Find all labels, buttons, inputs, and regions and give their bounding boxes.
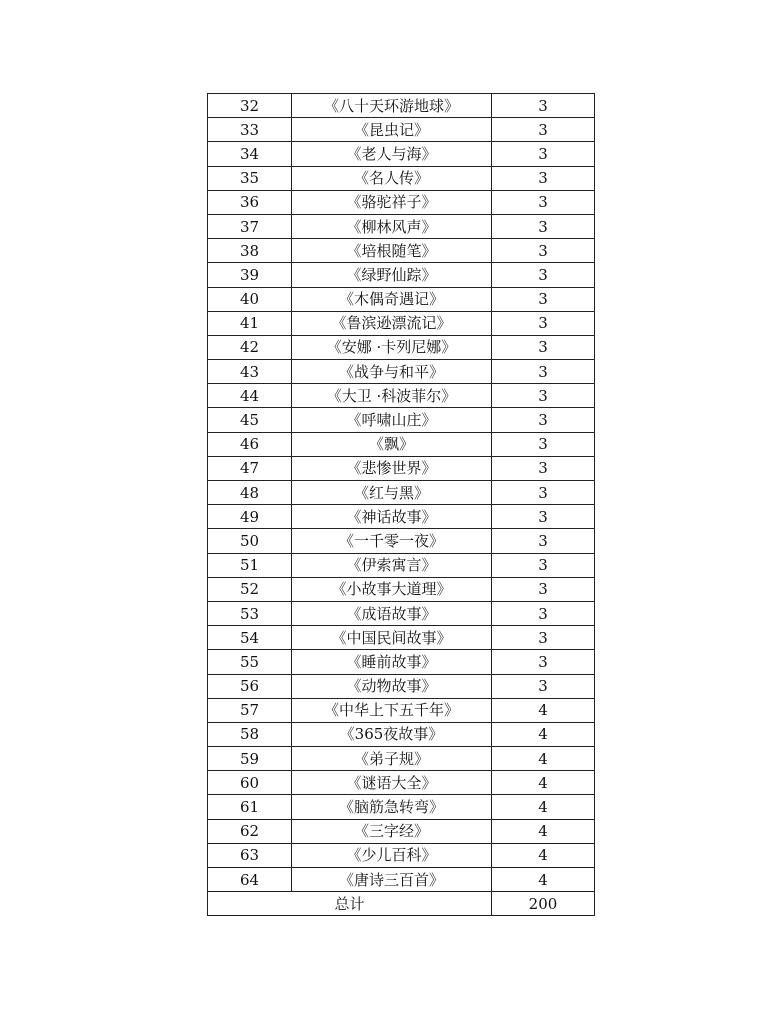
row-number: 59 <box>208 747 292 771</box>
book-title: 《365夜故事》 <box>292 722 492 746</box>
table-row <box>208 239 595 263</box>
table-row <box>208 577 595 601</box>
row-number: 64 <box>208 868 292 892</box>
book-title: 《昆虫记》 <box>292 118 492 142</box>
book-count: 3 <box>492 601 595 625</box>
table-row <box>208 335 595 359</box>
book-count: 3 <box>492 384 595 408</box>
row-number: 33 <box>208 118 292 142</box>
book-count: 3 <box>492 360 595 384</box>
table-row <box>208 263 595 287</box>
book-table <box>207 93 595 916</box>
row-number: 37 <box>208 214 292 238</box>
row-number: 38 <box>208 239 292 263</box>
table-row <box>208 626 595 650</box>
book-count: 4 <box>492 698 595 722</box>
book-count: 3 <box>492 626 595 650</box>
table-row <box>208 408 595 432</box>
table-row <box>208 722 595 746</box>
row-number: 58 <box>208 722 292 746</box>
book-count: 3 <box>492 311 595 335</box>
row-number: 61 <box>208 795 292 819</box>
row-number: 36 <box>208 190 292 214</box>
book-title: 《三字经》 <box>292 819 492 843</box>
book-count: 3 <box>492 456 595 480</box>
book-count: 3 <box>492 553 595 577</box>
table-row <box>208 166 595 190</box>
total-value: 200 <box>492 892 595 916</box>
book-count: 3 <box>492 674 595 698</box>
book-count: 3 <box>492 142 595 166</box>
book-title: 《名人传》 <box>292 166 492 190</box>
row-number: 60 <box>208 771 292 795</box>
book-title: 《老人与海》 <box>292 142 492 166</box>
total-label: 总计 <box>208 892 492 916</box>
row-number: 62 <box>208 819 292 843</box>
book-title: 《中华上下五千年》 <box>292 698 492 722</box>
row-number: 45 <box>208 408 292 432</box>
row-number: 35 <box>208 166 292 190</box>
book-title: 《大卫 ·科波菲尔》 <box>292 384 492 408</box>
book-count: 3 <box>492 214 595 238</box>
book-count: 3 <box>492 650 595 674</box>
row-number: 55 <box>208 650 292 674</box>
book-count: 3 <box>492 577 595 601</box>
book-title: 《安娜 ·卡列尼娜》 <box>292 335 492 359</box>
table-row <box>208 118 595 142</box>
book-title: 《八十天环游地球》 <box>292 94 492 118</box>
book-title: 《弟子规》 <box>292 747 492 771</box>
table-row <box>208 553 595 577</box>
row-number: 39 <box>208 263 292 287</box>
table-row <box>208 360 595 384</box>
table-row <box>208 674 595 698</box>
table-row <box>208 287 595 311</box>
row-number: 53 <box>208 601 292 625</box>
book-title: 《骆驼祥子》 <box>292 190 492 214</box>
book-title: 《绿野仙踪》 <box>292 263 492 287</box>
table-row <box>208 384 595 408</box>
book-title: 《谜语大全》 <box>292 771 492 795</box>
book-count: 3 <box>492 287 595 311</box>
book-table-body <box>208 94 595 916</box>
book-count: 4 <box>492 722 595 746</box>
row-number: 32 <box>208 94 292 118</box>
book-count: 3 <box>492 166 595 190</box>
book-count: 3 <box>492 432 595 456</box>
book-title: 《悲惨世界》 <box>292 456 492 480</box>
row-number: 57 <box>208 698 292 722</box>
book-count: 4 <box>492 868 595 892</box>
book-count: 3 <box>492 263 595 287</box>
table-row <box>208 819 595 843</box>
book-title: 《神话故事》 <box>292 505 492 529</box>
book-title: 《少儿百科》 <box>292 843 492 867</box>
row-number: 49 <box>208 505 292 529</box>
book-count: 3 <box>492 190 595 214</box>
book-count: 3 <box>492 481 595 505</box>
table-row <box>208 214 595 238</box>
row-number: 50 <box>208 529 292 553</box>
book-count: 3 <box>492 239 595 263</box>
book-title: 《伊索寓言》 <box>292 553 492 577</box>
table-row <box>208 868 595 892</box>
table-row <box>208 142 595 166</box>
row-number: 56 <box>208 674 292 698</box>
book-title: 《成语故事》 <box>292 601 492 625</box>
book-title: 《培根随笔》 <box>292 239 492 263</box>
book-count: 4 <box>492 843 595 867</box>
row-number: 51 <box>208 553 292 577</box>
table-row <box>208 190 595 214</box>
table-row <box>208 432 595 456</box>
book-title: 《唐诗三百首》 <box>292 868 492 892</box>
book-title: 《一千零一夜》 <box>292 529 492 553</box>
row-number: 34 <box>208 142 292 166</box>
table-row <box>208 747 595 771</box>
book-count: 3 <box>492 505 595 529</box>
book-count: 4 <box>492 795 595 819</box>
table-row <box>208 311 595 335</box>
book-list-sheet <box>207 93 594 916</box>
row-number: 63 <box>208 843 292 867</box>
book-count: 3 <box>492 335 595 359</box>
row-number: 40 <box>208 287 292 311</box>
table-row <box>208 843 595 867</box>
table-row <box>208 94 595 118</box>
book-count: 4 <box>492 771 595 795</box>
table-row <box>208 771 595 795</box>
table-row <box>208 529 595 553</box>
book-title: 《脑筋急转弯》 <box>292 795 492 819</box>
book-title: 《鲁滨逊漂流记》 <box>292 311 492 335</box>
book-title: 《柳林风声》 <box>292 214 492 238</box>
table-row <box>208 698 595 722</box>
book-count: 3 <box>492 94 595 118</box>
book-title: 《木偶奇遇记》 <box>292 287 492 311</box>
row-number: 43 <box>208 360 292 384</box>
table-row <box>208 456 595 480</box>
book-count: 3 <box>492 529 595 553</box>
row-number: 47 <box>208 456 292 480</box>
total-row <box>208 892 595 916</box>
table-row <box>208 795 595 819</box>
book-title: 《动物故事》 <box>292 674 492 698</box>
table-row <box>208 601 595 625</box>
book-count: 4 <box>492 747 595 771</box>
book-title: 《小故事大道理》 <box>292 577 492 601</box>
row-number: 42 <box>208 335 292 359</box>
book-title: 《中国民间故事》 <box>292 626 492 650</box>
book-title: 《战争与和平》 <box>292 360 492 384</box>
book-title: 《呼啸山庄》 <box>292 408 492 432</box>
row-number: 52 <box>208 577 292 601</box>
book-count: 3 <box>492 118 595 142</box>
table-row <box>208 650 595 674</box>
book-count: 3 <box>492 408 595 432</box>
row-number: 44 <box>208 384 292 408</box>
book-count: 4 <box>492 819 595 843</box>
book-title: 《飘》 <box>292 432 492 456</box>
row-number: 54 <box>208 626 292 650</box>
row-number: 46 <box>208 432 292 456</box>
book-title: 《红与黑》 <box>292 481 492 505</box>
table-row <box>208 505 595 529</box>
book-title: 《睡前故事》 <box>292 650 492 674</box>
row-number: 48 <box>208 481 292 505</box>
table-row <box>208 481 595 505</box>
row-number: 41 <box>208 311 292 335</box>
